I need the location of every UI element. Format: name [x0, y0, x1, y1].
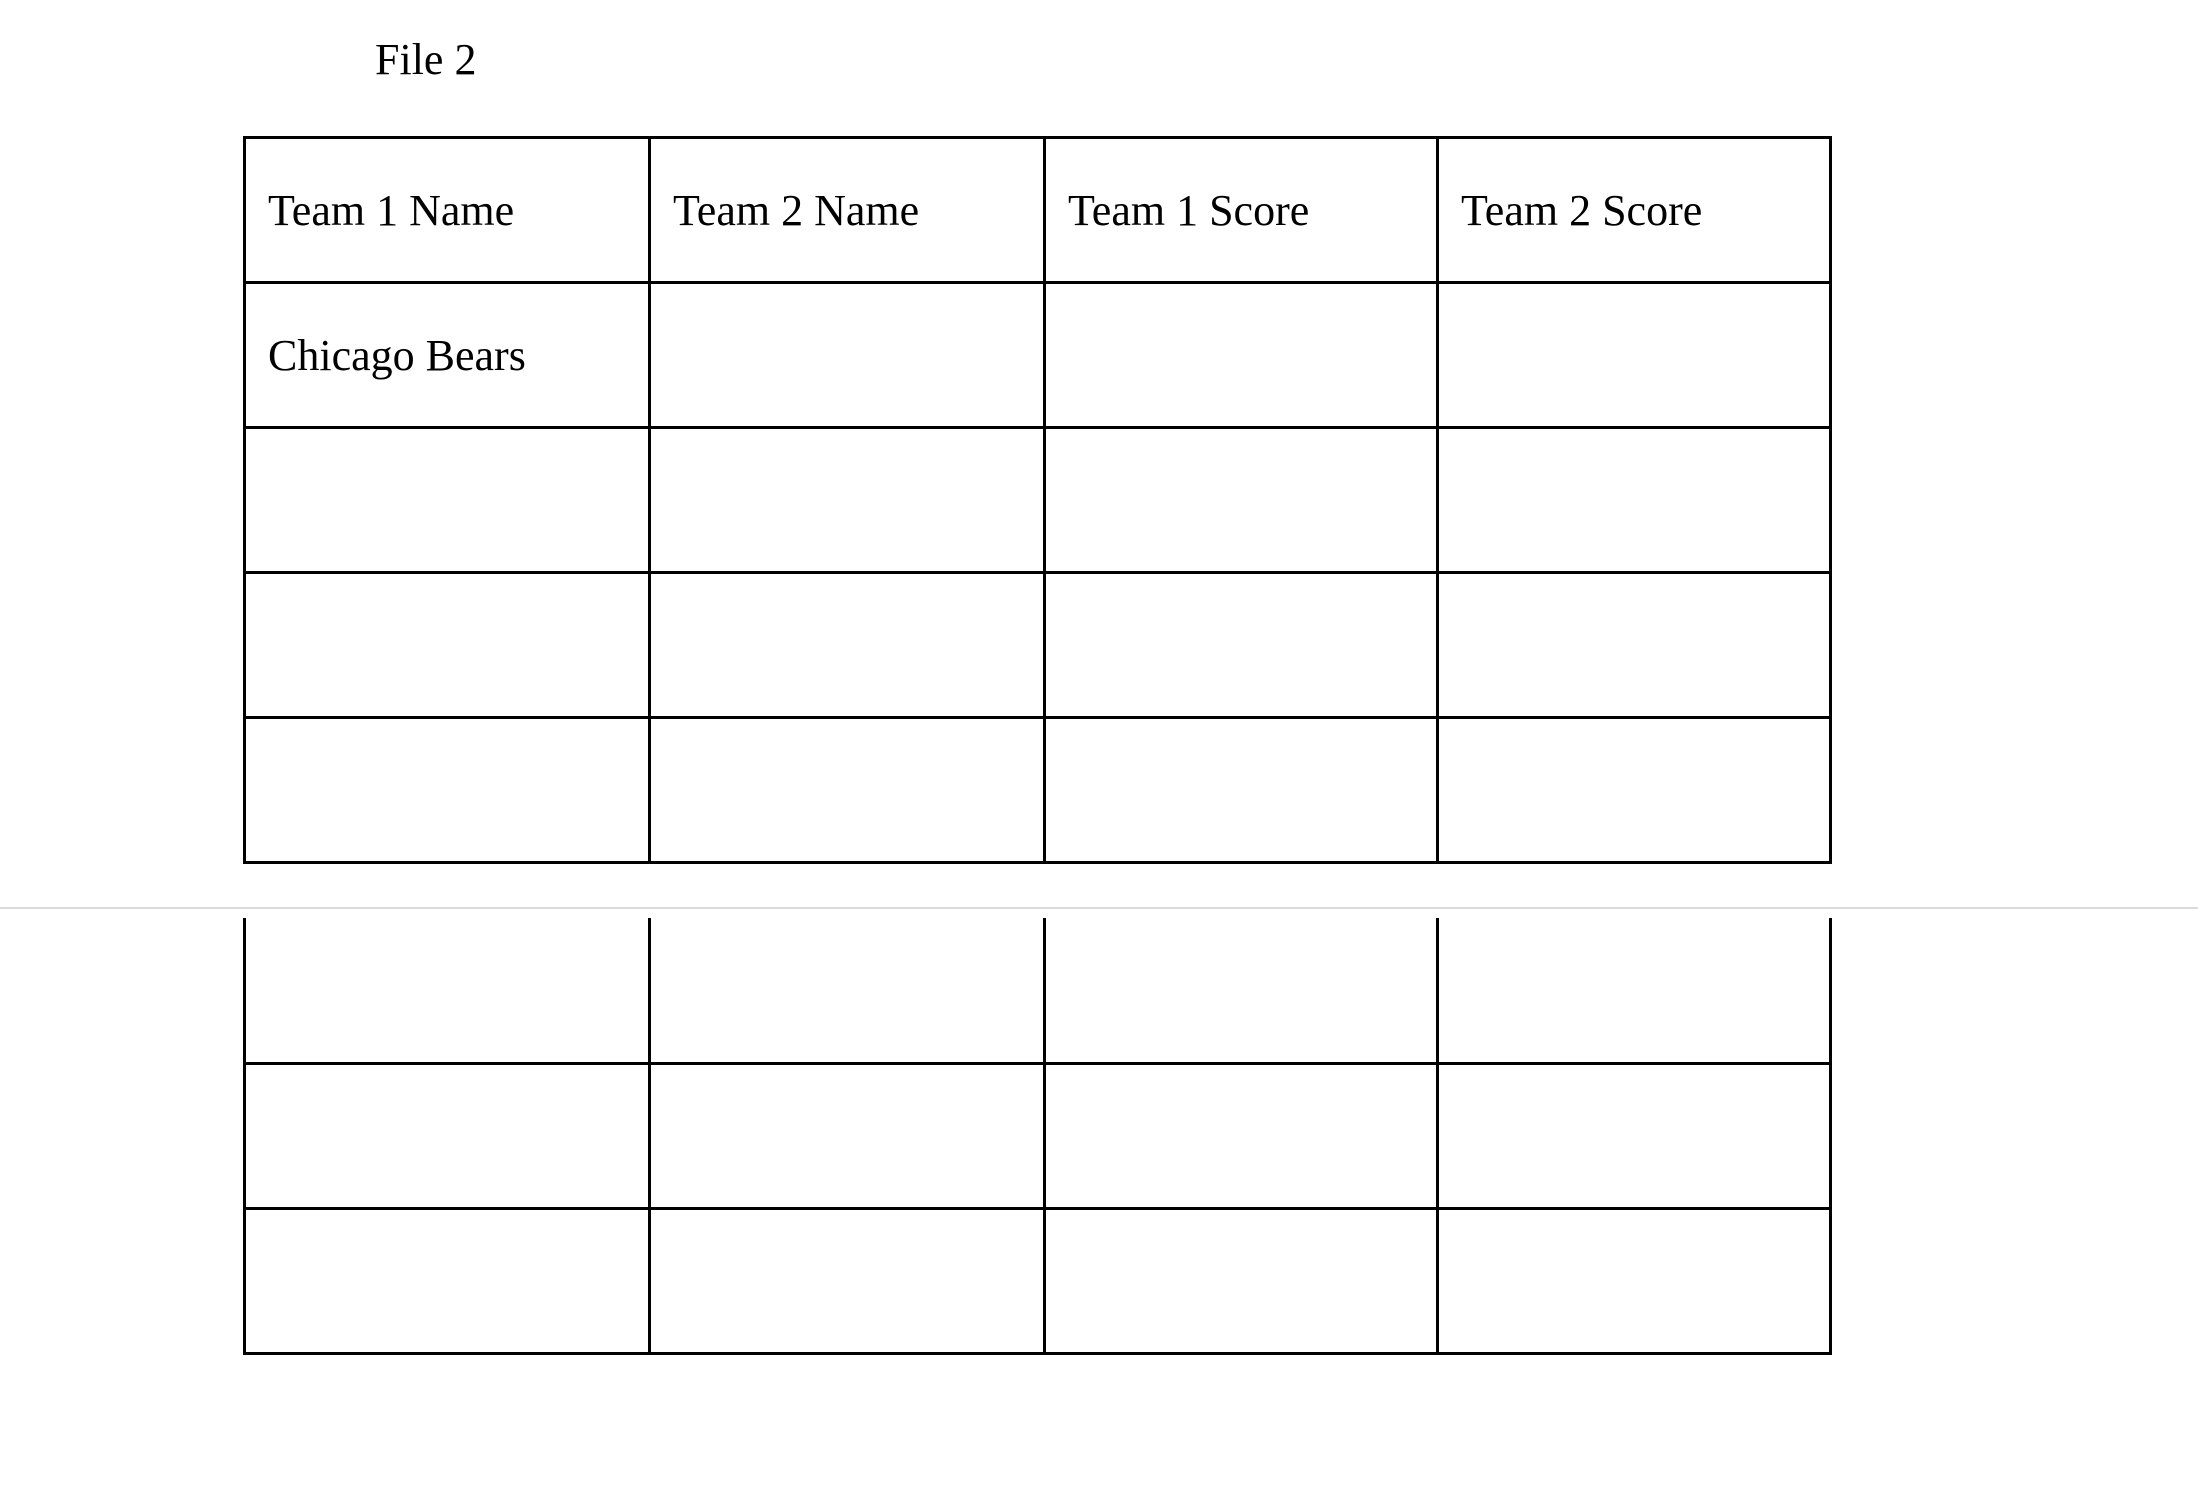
table-row	[245, 428, 1831, 573]
table-cell[interactable]	[1045, 1063, 1438, 1208]
table-cell[interactable]	[650, 283, 1045, 428]
table-cell[interactable]	[650, 428, 1045, 573]
scores-table-page-2	[243, 918, 1832, 1355]
table-row	[245, 918, 1831, 1063]
table-cell[interactable]	[650, 718, 1045, 863]
table-row	[245, 1063, 1831, 1208]
page-break-divider	[0, 907, 2198, 909]
table-cell[interactable]	[1438, 283, 1831, 428]
table-cell[interactable]	[650, 918, 1045, 1063]
table-header-row	[245, 138, 1831, 283]
table-cell[interactable]	[650, 573, 1045, 718]
table-cell[interactable]	[1438, 573, 1831, 718]
scores-table-page-1	[243, 136, 1832, 864]
table-cell[interactable]	[1438, 718, 1831, 863]
document-title: File 2	[375, 35, 477, 84]
header-team-2-score[interactable]: Team 2 Score	[1438, 138, 1831, 283]
table-row	[245, 283, 1831, 428]
table-cell[interactable]	[1045, 1208, 1438, 1353]
table-cell[interactable]	[1438, 1063, 1831, 1208]
table-cell[interactable]	[1045, 428, 1438, 573]
table-cell[interactable]	[245, 918, 650, 1063]
table-row	[245, 573, 1831, 718]
table-cell[interactable]	[1045, 573, 1438, 718]
header-team-2-name[interactable]: Team 2 Name	[650, 138, 1045, 283]
table-cell[interactable]	[245, 1208, 650, 1353]
header-team-1-name[interactable]: Team 1 Name	[245, 138, 650, 283]
table-cell[interactable]: Chicago Bears	[245, 283, 650, 428]
table-cell[interactable]	[1438, 918, 1831, 1063]
table-cell[interactable]	[1438, 1208, 1831, 1353]
table-cell[interactable]	[1438, 428, 1831, 573]
table-row	[245, 718, 1831, 863]
table-cell[interactable]	[1045, 718, 1438, 863]
table-cell[interactable]	[245, 573, 650, 718]
table-cell[interactable]	[650, 1208, 1045, 1353]
table-cell[interactable]	[245, 1063, 650, 1208]
table-cell[interactable]	[1045, 918, 1438, 1063]
table-cell[interactable]	[650, 1063, 1045, 1208]
table-cell[interactable]	[245, 718, 650, 863]
table-cell[interactable]	[245, 428, 650, 573]
table-row	[245, 1208, 1831, 1353]
table-cell[interactable]	[1045, 283, 1438, 428]
header-team-1-score[interactable]: Team 1 Score	[1045, 138, 1438, 283]
